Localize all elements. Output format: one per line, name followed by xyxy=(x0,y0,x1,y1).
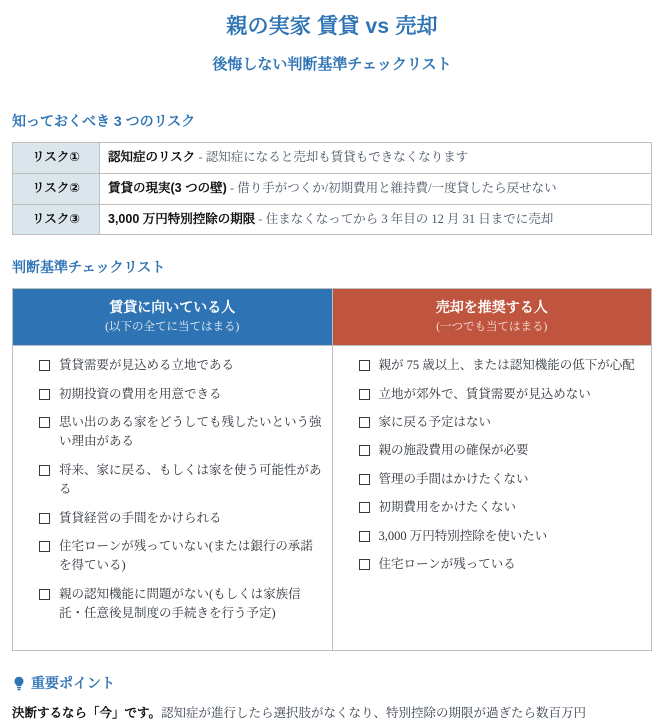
checklist-header-sell xyxy=(332,289,652,346)
list-item[interactable] xyxy=(23,413,322,452)
checklist-cell-sell xyxy=(332,346,652,651)
list-item-label: 将来、家に戻る、もしくは家を使う可能性がある xyxy=(59,462,322,497)
list-item[interactable] xyxy=(343,413,642,432)
list-item-label: 思い出のある家をどうしても残したいという強い理由がある xyxy=(59,415,322,449)
risk-description: 認知症になると売却も賃貸もできなくなります xyxy=(205,149,469,164)
checkbox-icon[interactable] xyxy=(359,559,370,570)
checkbox-icon[interactable] xyxy=(359,389,370,400)
checkbox-icon[interactable] xyxy=(39,417,50,428)
checklist-table xyxy=(12,288,652,651)
checkbox-icon[interactable] xyxy=(359,474,370,485)
risk-dash: - xyxy=(226,180,238,195)
list-item-label: 住宅ローンが残っていない(または銀行の承諾を得ている) xyxy=(59,538,313,573)
list-item[interactable] xyxy=(343,385,642,404)
checklist-header-row xyxy=(13,289,652,346)
list-item-label: 3,000 万円特別控除を使いたい xyxy=(378,528,548,543)
page-title: 親の実家 賃貸 vs 売却 xyxy=(226,15,438,38)
list-item[interactable] xyxy=(23,585,322,624)
list-item-label: 親の認知機能に問題がない(もしくは家族信託・任意後見制度の手続きを行う予定) xyxy=(59,586,301,621)
checkbox-icon[interactable] xyxy=(39,589,50,600)
sell-checklist xyxy=(343,356,642,574)
list-item-label: 管理の手間はかけたくない xyxy=(378,471,529,486)
lightbulb-icon xyxy=(12,676,26,691)
column-title: 賃貸に向いている人 xyxy=(109,299,236,316)
list-item[interactable] xyxy=(343,555,642,574)
list-item-label: 親の施設費用の確保が必要 xyxy=(378,443,529,458)
list-item-label: 賃貸経営の手間をかけられる xyxy=(59,510,222,525)
risk-label: リスク② xyxy=(13,173,100,204)
checklist-cell-rent xyxy=(13,346,333,651)
column-title: 売却を推奨する人 xyxy=(435,299,548,316)
risks-table xyxy=(12,142,652,236)
checkbox-icon[interactable] xyxy=(359,531,370,542)
checkbox-icon[interactable] xyxy=(359,502,370,513)
risks-section-heading: 知っておくべき 3 つのリスク xyxy=(12,113,196,129)
list-item-label: 初期費用をかけたくない xyxy=(378,500,517,515)
risk-description: 借り手がつくか/初期費用と維持費/一度貸したら戻せない xyxy=(237,180,557,195)
checklist-header-rent xyxy=(13,289,333,346)
keypoint-heading-label: 重要ポイント xyxy=(31,675,115,692)
risk-label: リスク① xyxy=(13,142,100,173)
table-row xyxy=(13,142,652,173)
list-item[interactable] xyxy=(343,441,642,460)
checkbox-icon[interactable] xyxy=(39,389,50,400)
checkbox-icon[interactable] xyxy=(359,445,370,456)
list-item[interactable] xyxy=(343,470,642,489)
checkbox-icon[interactable] xyxy=(39,360,50,371)
page-subtitle: 後悔しない判断基準チェックリスト xyxy=(212,56,452,74)
rent-checklist xyxy=(23,356,322,623)
checkbox-icon[interactable] xyxy=(359,360,370,371)
risk-content xyxy=(100,173,652,204)
list-item-label: 初期投資の費用を用意できる xyxy=(59,386,222,401)
checklist-section-heading: 判断基準チェックリスト xyxy=(12,259,166,276)
table-row xyxy=(13,204,652,235)
list-item-label: 立地が郊外で、賃貸需要が見込めない xyxy=(378,386,591,401)
list-item[interactable] xyxy=(343,356,642,375)
checklist-body-row xyxy=(13,346,652,651)
list-item-label: 住宅ローンが残っている xyxy=(378,556,516,571)
list-item[interactable] xyxy=(23,385,322,404)
keypoint-strong-text: 決断するなら「今」です。 xyxy=(12,706,162,721)
list-item[interactable] xyxy=(23,356,322,375)
risk-term: 賃貸の現実(3 つの壁) xyxy=(108,180,227,195)
list-item-label: 親が 75 歳以上、または認知機能の低下が心配 xyxy=(378,358,635,373)
list-item[interactable] xyxy=(23,537,322,576)
document-page xyxy=(0,14,664,723)
risk-content xyxy=(100,204,652,235)
list-item-label: 家に戻る予定はない xyxy=(378,415,492,430)
risk-label: リスク③ xyxy=(13,204,100,235)
checkbox-icon[interactable] xyxy=(359,417,370,428)
risk-description: 住まなくなってから 3 年目の 12 月 31 日までに売却 xyxy=(265,211,554,226)
list-item[interactable] xyxy=(23,509,322,528)
list-item-label: 賃貸需要が見込める立地である xyxy=(59,358,235,373)
checkbox-icon[interactable] xyxy=(39,465,50,476)
checkbox-icon[interactable] xyxy=(39,541,50,552)
list-item[interactable] xyxy=(23,461,322,500)
risk-term: 3,000 万円特別控除の期限 xyxy=(108,211,256,226)
risk-content xyxy=(100,142,652,173)
risk-term: 認知症のリスク xyxy=(108,149,196,164)
risk-dash: - xyxy=(255,211,266,226)
checkbox-icon[interactable] xyxy=(39,513,50,524)
keypoint-section-heading xyxy=(12,675,664,692)
list-item[interactable] xyxy=(343,527,642,546)
column-subtitle: (以下の全てに当てはまる) xyxy=(105,321,240,334)
table-row xyxy=(13,173,652,204)
column-subtitle: (一つでも当てはまる) xyxy=(436,321,548,334)
risk-dash: - xyxy=(195,149,206,164)
list-item[interactable] xyxy=(343,498,642,517)
keypoint-text: 認知症が進行したら選択肢がなくなり、特別控除の期限が過ぎたら数百万円 xyxy=(161,706,587,721)
